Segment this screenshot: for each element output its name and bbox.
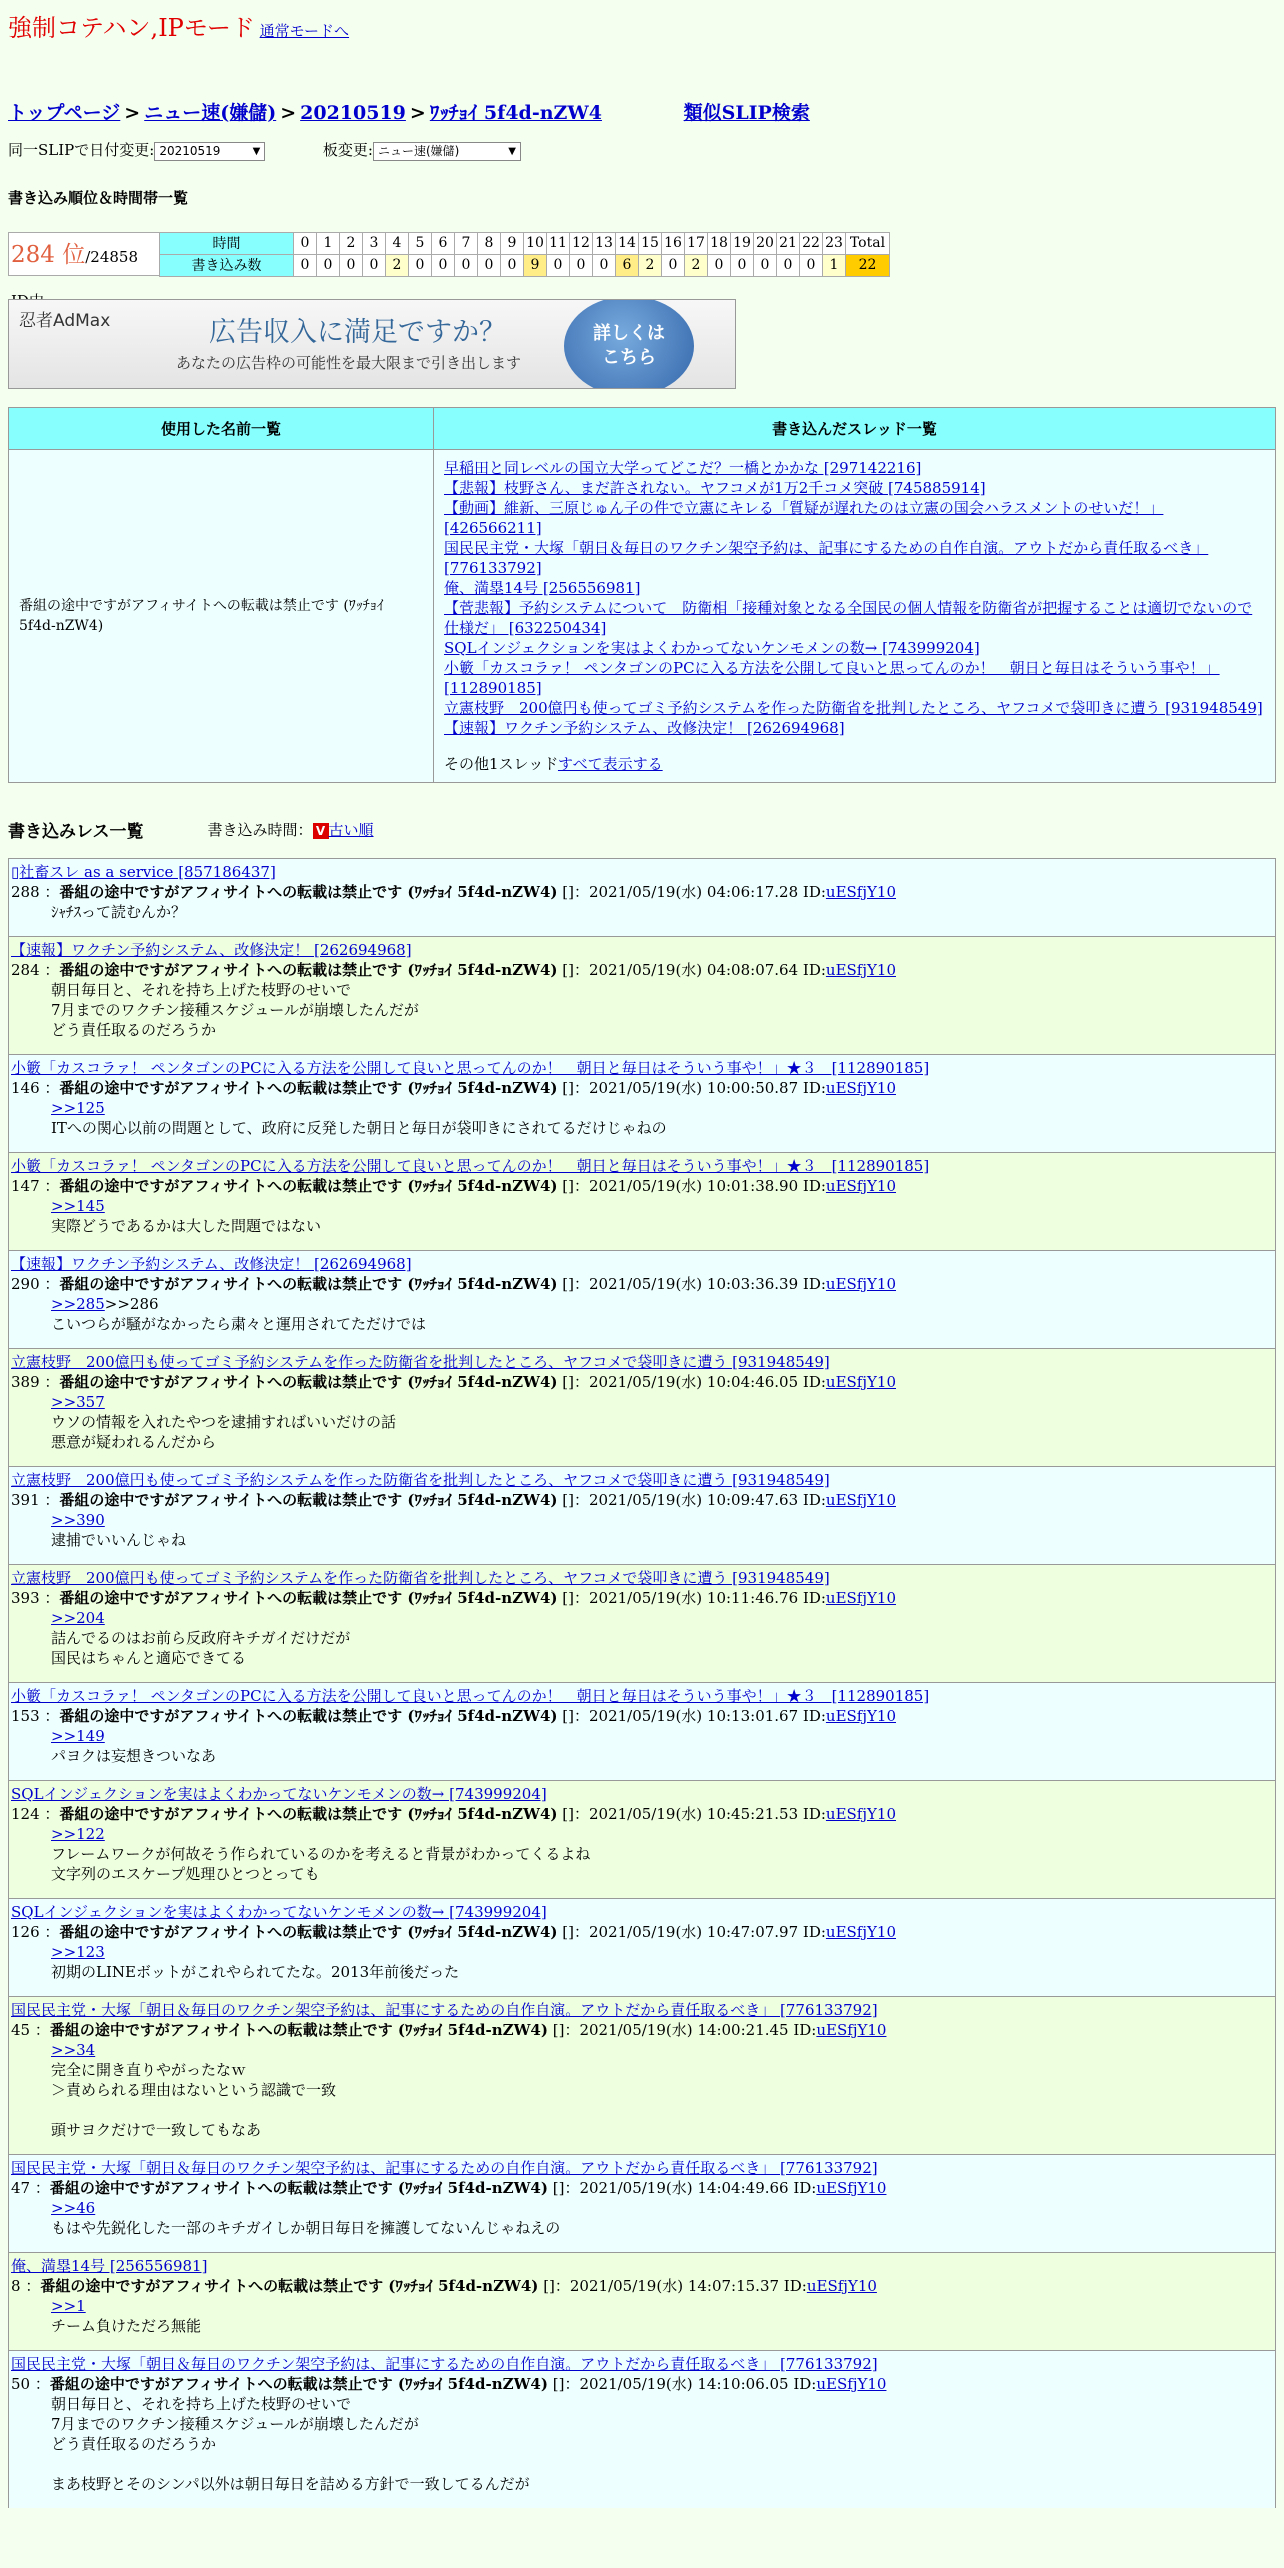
ranking-title: 書き込み順位＆時間帯一覧: [8, 188, 189, 207]
post-id-link[interactable]: uESfjY10: [816, 2374, 887, 2393]
post-anchor-link[interactable]: >>357: [51, 1392, 105, 1411]
post-number: 50: [11, 2374, 31, 2393]
post-author-name: 番組の途中ですがアフィサイトへの転載は禁止です (ﾜｯﾁｮｲ 5f4d-nZW4): [49, 2020, 548, 2039]
post-author-name: 番組の途中ですがアフィサイトへの転載は禁止です (ﾜｯﾁｮｲ 5f4d-nZW4): [59, 1588, 558, 1607]
count-cell: 0: [570, 254, 593, 276]
post-header: 153 ：番組の途中ですがアフィサイトへの転載は禁止です (ﾜｯﾁｮｲ 5f4d-nZW4) []：2021/05/19(水) 10:13:01.67 ID:uESfjY10: [11, 1706, 896, 1725]
post-item: [8, 1152, 1276, 1250]
thread-link[interactable]: 【速報】ワクチン予約システム、改修決定！ [262694968]: [444, 718, 845, 737]
post-anchor-link[interactable]: >>145: [51, 1196, 105, 1215]
thread-link[interactable]: 立憲枝野 200億円も使ってゴミ予約システムを作った防衛省を批判したところ、ヤフコメで袋叩きに遭う [931948549]: [444, 698, 1263, 717]
post-number: 124: [11, 1804, 40, 1823]
post-meta: []：2021/05/19(水) 10:47:07.97 ID:: [562, 1922, 826, 1941]
names-column-header: 使用した名前一覧: [9, 407, 434, 449]
hour-table: [159, 232, 890, 277]
post-thread-link[interactable]: SQLインジェクションを実はよくわかってないケンモメンの数→ [743999204]: [11, 1902, 547, 1921]
thread-link[interactable]: 早稲田と同レベルの国立大学ってどこだ？一橋とかかな [297142216]: [444, 458, 922, 477]
post-number: 47: [11, 2178, 31, 2197]
hour-cell: 3: [363, 232, 386, 254]
time-header: 時間: [160, 232, 294, 254]
post-author-name: 番組の途中ですがアフィサイトへの転載は禁止です (ﾜｯﾁｮｲ 5f4d-nZW4): [59, 1372, 558, 1391]
post-author-name: 番組の途中ですがアフィサイトへの転載は禁止です (ﾜｯﾁｮｲ 5f4d-nZW4): [59, 1922, 558, 1941]
hour-cell: 8: [478, 232, 501, 254]
post-header: 126 ：番組の途中ですがアフィサイトへの転載は禁止です (ﾜｯﾁｮｲ 5f4d-nZW4) []：2021/05/19(水) 10:47:07.97 ID:uESfjY10: [11, 1922, 896, 1941]
post-meta: []：2021/05/19(水) 10:13:01.67 ID:: [562, 1706, 826, 1725]
thread-list-footer: [444, 754, 1265, 774]
post-body: 逮捕でいいんじゃね: [51, 1530, 187, 1549]
board-change-label: 板変更:: [322, 141, 373, 159]
ad-logo: 忍者AdMax: [19, 310, 111, 331]
post-body: パヨクは妄想きついなあ: [51, 1746, 217, 1765]
post-order-control: [208, 819, 374, 840]
post-header: 393 ：番組の途中ですがアフィサイトへの転載は禁止です (ﾜｯﾁｮｲ 5f4d-nZW4) []：2021/05/19(水) 10:11:46.76 ID:uESfjY10: [11, 1588, 896, 1607]
post-id-link[interactable]: uESfjY10: [825, 1078, 896, 1097]
breadcrumb-date[interactable]: 20210519: [300, 102, 406, 124]
post-meta: []：2021/05/19(水) 10:01:38.90 ID:: [562, 1176, 826, 1195]
thread-link[interactable]: SQLインジェクションを実はよくわかってないケンモメンの数→ [743999204]: [444, 638, 980, 657]
hour-cell: 5: [409, 232, 432, 254]
post-author-name: 番組の途中ですがアフィサイトへの転載は禁止です (ﾜｯﾁｮｲ 5f4d-nZW4): [59, 1804, 558, 1823]
hour-cell: 20: [754, 232, 777, 254]
post-item: [8, 936, 1276, 1054]
thread-link[interactable]: 【動画】維新、三原じゅん子の件で立憲にキレる「質疑が遅れたのは立憲の国会ハラスメントのせいだ！」 [426566211]: [444, 498, 1164, 537]
post-id-link[interactable]: uESfjY10: [825, 882, 896, 901]
chevron-down-icon: ▼: [508, 145, 516, 157]
post-anchor-extra: >>286: [104, 1294, 159, 1313]
post-header: 284 ：番組の途中ですがアフィサイトへの転載は禁止です (ﾜｯﾁｮｲ 5f4d-nZW4) []：2021/05/19(水) 04:08:07.64 ID:uESfjY10: [11, 960, 896, 979]
post-anchor-row: [11, 2296, 1273, 2316]
post-thread-link[interactable]: 【速報】ワクチン予約システム、改修決定！ [262694968]: [11, 1254, 412, 1273]
post-number: 389: [11, 1372, 40, 1391]
hour-cell: 9: [501, 232, 524, 254]
mode-title: 強制コテハン,IPモード: [8, 14, 255, 42]
rank-number: 284 位: [11, 241, 86, 268]
post-anchor-row: [11, 1294, 1273, 1314]
thread-link[interactable]: 国民民主党・大塚「朝日＆毎日のワクチン架空予約は、記事にするための自作自演。アウトだから責任取るべき」 [776133792]: [444, 538, 1209, 577]
post-body: 完全に開き直りやがったなｗ ＞責められる理由はないという認識で一致 頭サヨクだけで一致してもなあ: [51, 2060, 337, 2139]
breadcrumb-sep: >: [280, 102, 297, 124]
post-anchor-row: [11, 2198, 1273, 2218]
count-cell: 0: [340, 254, 363, 276]
breadcrumb-sep: >: [124, 102, 141, 124]
hour-cell: 2: [340, 232, 363, 254]
thread-link[interactable]: 俺、満塁14号 [256556981]: [444, 578, 641, 597]
total-header: Total: [846, 232, 890, 254]
post-item: [8, 1054, 1276, 1152]
count-cell: 2: [386, 254, 409, 276]
post-id-link[interactable]: uESfjY10: [825, 960, 896, 979]
post-anchor-row: [11, 1510, 1273, 1530]
post-anchor-link[interactable]: >>125: [51, 1098, 105, 1117]
post-item: [8, 1250, 1276, 1348]
post-number: 284: [11, 960, 40, 979]
post-body: チーム負けただろ無能: [51, 2316, 202, 2335]
post-thread-link[interactable]: 国民民主党・大塚「朝日＆毎日のワクチン架空予約は、記事にするための自作自演。アウトだから責任取るべき」 [776133792]: [11, 2000, 878, 2019]
rank-box: [8, 232, 160, 276]
post-anchor-row: [11, 1392, 1273, 1412]
post-number: 147: [11, 1176, 40, 1195]
date-select-value: 20210519: [159, 143, 221, 158]
post-anchor-row: [11, 1098, 1273, 1118]
count-cell: 9: [524, 254, 547, 276]
sort-icon: V: [313, 823, 329, 839]
rank-total: /24858: [85, 247, 138, 266]
post-body: 朝日毎日と、それを持ち上げた枝野のせいで 7月までのワクチン接種スケジュールが崩壊したんだが どう責任取るのだろうか: [51, 980, 419, 1039]
used-name: 番組の途中ですがアフィサイトへの転載は禁止です (ﾜｯﾁｮｲ 5f4d-nZW4): [9, 449, 434, 782]
count-cell: 0: [455, 254, 478, 276]
thread-link[interactable]: 小籔「カスコラァ！ ペンタゴンのPCに入る方法を公開して良いと思ってんのか！ 朝日と毎日はそういう事や！」 [112890185]: [444, 658, 1220, 697]
post-anchor-link[interactable]: >>390: [51, 1510, 105, 1529]
post-author-name: 番組の途中ですがアフィサイトへの転載は禁止です (ﾜｯﾁｮｲ 5f4d-nZW4): [49, 2178, 548, 2197]
posts-section-header: [8, 817, 1276, 842]
hour-cell: 10: [524, 232, 547, 254]
ad-banner[interactable]: [8, 299, 736, 389]
post-id-link[interactable]: uESfjY10: [806, 2276, 877, 2295]
post-item: [8, 2252, 1276, 2350]
post-item: [8, 1466, 1276, 1564]
hour-cell: 16: [662, 232, 685, 254]
post-meta: []：2021/05/19(水) 04:08:07.64 ID:: [562, 960, 826, 979]
count-cell: 0: [501, 254, 524, 276]
total-value: 22: [846, 254, 890, 276]
ad-details-button[interactable]: 詳しくは こちら: [564, 299, 694, 389]
post-item: [8, 1898, 1276, 1996]
post-thread-link[interactable]: SQLインジェクションを実はよくわかってないケンモメンの数→ [743999204]: [11, 1784, 547, 1803]
hour-cell: 14: [616, 232, 639, 254]
post-id-link[interactable]: uESfjY10: [816, 2178, 887, 2197]
post-header: 47 ：番組の途中ですがアフィサイトへの転載は禁止です (ﾜｯﾁｮｲ 5f4d-nZW4) []：2021/05/19(水) 14:04:49.66 ID:uESfjY10: [11, 2178, 887, 2197]
post-item: [8, 1682, 1276, 1780]
threads-column-header: 書き込んだスレッド一覧: [434, 407, 1276, 449]
post-anchor-row: [11, 1726, 1273, 1746]
count-cell: 0: [409, 254, 432, 276]
post-time-label: 書き込み時間：: [207, 820, 313, 839]
thread-link[interactable]: 【菅悲報】予約システムについて 防衛相「接種対象となる全国民の個人情報を防衛省が把握することは適切でないので仕様だ」 [632250434]: [444, 598, 1253, 637]
hour-cell: 23: [823, 232, 846, 254]
breadcrumb: [8, 98, 1276, 125]
post-meta: []：2021/05/19(水) 10:04:46.05 ID:: [562, 1372, 826, 1391]
post-author-name: 番組の途中ですがアフィサイトへの転載は禁止です (ﾜｯﾁｮｲ 5f4d-nZW4): [59, 1274, 558, 1293]
post-header: 391 ：番組の途中ですがアフィサイトへの転載は禁止です (ﾜｯﾁｮｲ 5f4d-nZW4) []：2021/05/19(水) 10:09:47.63 ID:uESfjY10: [11, 1490, 896, 1509]
post-number: 8: [11, 2276, 21, 2295]
show-all-threads-link[interactable]: すべて表示する: [557, 754, 663, 773]
post-header: 8 ：番組の途中ですがアフィサイトへの転載は禁止です (ﾜｯﾁｮｲ 5f4d-nZW4) []：2021/05/19(水) 14:07:15.37 ID:uESfjY10: [11, 2276, 877, 2295]
post-item: [8, 2350, 1276, 2508]
post-body: もはや先鋭化した一部のキチガイしか朝日毎日を擁護してないんじゃねえの: [51, 2218, 561, 2237]
post-number: 146: [11, 1078, 40, 1097]
post-header: 146 ：番組の途中ですがアフィサイトへの転載は禁止です (ﾜｯﾁｮｲ 5f4d-nZW4) []：2021/05/19(水) 10:00:50.87 ID:uESfjY10: [11, 1078, 896, 1097]
post-author-name: 番組の途中ですがアフィサイトへの転載は禁止です (ﾜｯﾁｮｲ 5f4d-nZW4): [59, 960, 558, 979]
count-cell: 0: [662, 254, 685, 276]
post-header: 45 ：番組の途中ですがアフィサイトへの転載は禁止です (ﾜｯﾁｮｲ 5f4d-nZW4) []：2021/05/19(水) 14:00:21.45 ID:uESfjY10: [11, 2020, 887, 2039]
post-anchor-link[interactable]: >>123: [51, 1942, 105, 1961]
hour-cell: 0: [294, 232, 317, 254]
post-item: [8, 1564, 1276, 1682]
post-body: 詰んでるのはお前ら反政府キチガイだけだが 国民はちゃんと適応できてる: [51, 1628, 351, 1667]
post-thread-link[interactable]: 国民民主党・大塚「朝日＆毎日のワクチン架空予約は、記事にするための自作自演。アウトだから責任取るべき」 [776133792]: [11, 2354, 878, 2373]
post-meta: []：2021/05/19(水) 10:45:21.53 ID:: [562, 1804, 826, 1823]
post-author-name: 番組の途中ですがアフィサイトへの転載は禁止です (ﾜｯﾁｮｲ 5f4d-nZW4): [59, 1490, 558, 1509]
post-number: 126: [11, 1922, 40, 1941]
hour-cell: 12: [570, 232, 593, 254]
post-anchor-row: [11, 1196, 1273, 1216]
post-header: 290 ：番組の途中ですがアフィサイトへの転載は禁止です (ﾜｯﾁｮｲ 5f4d-nZW4) []：2021/05/19(水) 10:03:36.39 ID:uESfjY10: [11, 1274, 896, 1293]
post-item: [8, 1996, 1276, 2154]
thread-list: [444, 458, 1265, 738]
ranking-row: [8, 232, 1276, 277]
hour-cell: 11: [547, 232, 570, 254]
hour-cell: 22: [800, 232, 823, 254]
hour-cell: 6: [432, 232, 455, 254]
chevron-down-icon: ▼: [252, 145, 261, 157]
post-thread-link[interactable]: 小籔「カスコラァ！ ペンタゴンのPCに入る方法を公開して良いと思ってんのか！ 朝日と毎日はそういう事や！」★３ [112890185]: [11, 1156, 930, 1175]
post-meta: []：2021/05/19(水) 04:06:17.28 ID:: [562, 882, 826, 901]
hour-cell: 1: [317, 232, 340, 254]
post-author-name: 番組の途中ですがアフィサイトへの転載は禁止です (ﾜｯﾁｮｲ 5f4d-nZW4): [49, 2374, 548, 2393]
post-body: ｼｬﾁｽって読むんか？: [51, 902, 187, 921]
post-meta: []：2021/05/19(水) 14:10:06.05 ID:: [552, 2374, 817, 2393]
post-id-link[interactable]: uESfjY10: [825, 1804, 896, 1823]
post-body: ウソの情報を入れたやつを逮捕すればいいだけの話 悪意が疑われるんだから: [51, 1412, 397, 1451]
post-meta: []：2021/05/19(水) 14:00:21.45 ID:: [552, 2020, 817, 2039]
hour-cell: 13: [593, 232, 616, 254]
post-item: [8, 858, 1276, 936]
hour-cell: 19: [731, 232, 754, 254]
names-threads-table: [8, 407, 1276, 783]
post-header: 288 ：番組の途中ですがアフィサイトへの転載は禁止です (ﾜｯﾁｮｲ 5f4d-nZW4) []：2021/05/19(水) 04:06:17.28 ID:uESfjY10: [11, 882, 896, 901]
normal-mode-link[interactable]: 通常モードへ: [259, 22, 350, 40]
post-item: [8, 1348, 1276, 1466]
post-thread-link[interactable]: 小籔「カスコラァ！ ペンタゴンのPCに入る方法を公開して良いと思ってんのか！ 朝日と毎日はそういう事や！」★３ [112890185]: [11, 1686, 930, 1705]
post-item: [8, 2154, 1276, 2252]
thread-list-cell: [434, 449, 1276, 782]
breadcrumb-top[interactable]: トップページ: [8, 102, 121, 124]
post-body: 朝日毎日と、それを持ち上げた枝野のせいで 7月までのワクチン接種スケジュールが崩壊したんだが どう責任取るのだろうか まあ枝野とそのシンパ以外は朝日毎日を詰める方針で一致してるんだが: [51, 2394, 530, 2493]
post-meta: []：2021/05/19(水) 10:00:50.87 ID:: [562, 1078, 826, 1097]
post-thread-link[interactable]: 立憲枝野 200億円も使ってゴミ予約システムを作った防衛省を批判したところ、ヤフコメで袋叩きに遭う [931948549]: [11, 1470, 830, 1489]
post-body: こいつらが騒がなかったら粛々と運用されてただけでは: [51, 1314, 427, 1333]
post-number: 393: [11, 1588, 40, 1607]
breadcrumb-id[interactable]: ﾜｯﾁｮｲ 5f4d-nZW4: [429, 102, 602, 124]
post-header: 147 ：番組の途中ですがアフィサイトへの転載は禁止です (ﾜｯﾁｮｲ 5f4d-nZW4) []：2021/05/19(水) 10:01:38.90 ID:uESfjY10: [11, 1176, 896, 1195]
post-body: フレームワークが何故そう作られているのかを考えると背景がわかってくるよね 文字列のエスケープ処理ひとつとっても: [51, 1844, 591, 1883]
post-number: 45: [11, 2020, 31, 2039]
count-cell: 2: [639, 254, 662, 276]
post-thread-link[interactable]: 小籔「カスコラァ！ ペンタゴンのPCに入る方法を公開して良いと思ってんのか！ 朝日と毎日はそういう事や！」★３ [112890185]: [11, 1058, 930, 1077]
post-item: [8, 1780, 1276, 1898]
post-header: 389 ：番組の途中ですがアフィサイトへの転載は禁止です (ﾜｯﾁｮｲ 5f4d-nZW4) []：2021/05/19(水) 10:04:46.05 ID:uESfjY10: [11, 1372, 896, 1391]
post-anchor-row: [11, 2040, 1273, 2060]
thread-link[interactable]: 【悲報】枝野さん、まだ許されない。ヤフコメが1万2千コメ突破 [745885914]: [444, 478, 986, 497]
similar-slip-search-link[interactable]: 類似SLIP検索: [683, 102, 810, 124]
count-cell: 0: [317, 254, 340, 276]
post-body: 実際どうであるかは大した問題ではない: [51, 1216, 322, 1235]
board-select[interactable]: [373, 142, 521, 161]
post-thread-link[interactable]: 俺、満塁14号 [256556981]: [11, 2256, 208, 2275]
post-anchor-row: [11, 1608, 1273, 1628]
post-anchor-row: [11, 1824, 1273, 1844]
post-anchor-row: [11, 1942, 1273, 1962]
post-thread-link[interactable]: 国民民主党・大塚「朝日＆毎日のワクチン架空予約は、記事にするための自作自演。アウトだから責任取るべき」 [776133792]: [11, 2158, 878, 2177]
post-anchor-link[interactable]: >>122: [51, 1824, 105, 1843]
hour-cell: 17: [685, 232, 708, 254]
post-id-link[interactable]: uESfjY10: [825, 1588, 896, 1607]
count-cell: 0: [478, 254, 501, 276]
count-cell: 0: [294, 254, 317, 276]
post-meta: []：2021/05/19(水) 10:03:36.39 ID:: [562, 1274, 826, 1293]
count-cell: 0: [593, 254, 616, 276]
post-number: 288: [11, 882, 40, 901]
mode-header: [8, 8, 1276, 43]
count-cell: 2: [685, 254, 708, 276]
post-number: 391: [11, 1490, 40, 1509]
post-anchor-link[interactable]: >>34: [51, 2040, 96, 2059]
hour-cell: 21: [777, 232, 800, 254]
post-number: 290: [11, 1274, 40, 1293]
hour-cell: 15: [639, 232, 662, 254]
post-id-link[interactable]: uESfjY10: [825, 1274, 896, 1293]
post-id-link[interactable]: uESfjY10: [825, 1922, 896, 1941]
count-cell: 1: [823, 254, 846, 276]
post-anchor-link[interactable]: >>46: [51, 2198, 96, 2217]
post-id-link[interactable]: uESfjY10: [825, 1490, 896, 1509]
other-threads-text: その他1スレッド: [444, 754, 558, 773]
post-id-link[interactable]: uESfjY10: [825, 1372, 896, 1391]
post-number: 153: [11, 1706, 40, 1725]
hour-cell: 4: [386, 232, 409, 254]
count-cell: 0: [731, 254, 754, 276]
post-author-name: 番組の途中ですがアフィサイトへの転載は禁止です (ﾜｯﾁｮｲ 5f4d-nZW4): [40, 2276, 539, 2295]
post-meta: []：2021/05/19(水) 10:09:47.63 ID:: [562, 1490, 826, 1509]
post-thread-link[interactable]: 【速報】ワクチン予約システム、改修決定！ [262694968]: [11, 940, 412, 959]
oldest-first-link[interactable]: 古い順: [328, 820, 374, 839]
count-cell: 0: [754, 254, 777, 276]
count-cell: 6: [616, 254, 639, 276]
hour-cell: 18: [708, 232, 731, 254]
count-cell: 0: [708, 254, 731, 276]
count-cell: 0: [547, 254, 570, 276]
post-list: [8, 858, 1276, 2508]
post-header: 124 ：番組の途中ですがアフィサイトへの転載は禁止です (ﾜｯﾁｮｲ 5f4d-nZW4) []：2021/05/19(水) 10:45:21.53 ID:uESfjY10: [11, 1804, 896, 1823]
post-author-name: 番組の途中ですがアフィサイトへの転載は禁止です (ﾜｯﾁｮｲ 5f4d-nZW4): [59, 882, 558, 901]
post-meta: []：2021/05/19(水) 14:07:15.37 ID:: [543, 2276, 807, 2295]
ad-subtext: あなたの広告枠の可能性を最大限まで引き出します: [176, 353, 522, 372]
post-header: 50 ：番組の途中ですがアフィサイトへの転載は禁止です (ﾜｯﾁｮｲ 5f4d-nZW4) []：2021/05/19(水) 14:10:06.05 ID:uESfjY10: [11, 2374, 887, 2393]
post-thread-link[interactable]: 立憲枝野 200億円も使ってゴミ予約システムを作った防衛省を批判したところ、ヤフコメで袋叩きに遭う [931948549]: [11, 1352, 830, 1371]
count-cell: 0: [800, 254, 823, 276]
breadcrumb-sep: >: [409, 102, 426, 124]
post-thread-link[interactable]: 立憲枝野 200億円も使ってゴミ予約システムを作った防衛省を批判したところ、ヤフコメで袋叩きに遭う [931948549]: [11, 1568, 830, 1587]
post-id-link[interactable]: uESfjY10: [825, 1176, 896, 1195]
post-author-name: 番組の途中ですがアフィサイトへの転載は禁止です (ﾜｯﾁｮｲ 5f4d-nZW4): [59, 1706, 558, 1725]
post-id-link[interactable]: uESfjY10: [816, 2020, 887, 2039]
count-header: 書き込み数: [160, 254, 294, 276]
posts-section-title: 書き込みレス一覧: [8, 821, 144, 842]
date-select[interactable]: [154, 142, 265, 161]
post-author-name: 番組の途中ですがアフィサイトへの転載は禁止です (ﾜｯﾁｮｲ 5f4d-nZW4): [59, 1078, 558, 1097]
post-meta: []：2021/05/19(水) 14:04:49.66 ID:: [552, 2178, 817, 2197]
post-anchor-link[interactable]: >>149: [51, 1726, 105, 1745]
post-body: ITへの関心以前の問題として、政府に反発した朝日と毎日が袋叩きにされてるだけじゃねの: [51, 1118, 667, 1137]
ad-headline: 広告収入に満足ですか？: [209, 316, 506, 348]
selector-row: [8, 139, 1276, 161]
count-cell: 0: [363, 254, 386, 276]
hour-cell: 7: [455, 232, 478, 254]
post-thread-link[interactable]: ▯社畜スレ as a service [857186437]: [11, 862, 276, 881]
date-change-label: 同一SLIPで日付変更:: [8, 141, 155, 159]
post-anchor-link[interactable]: >>1: [51, 2296, 86, 2315]
post-anchor-link[interactable]: >>285: [51, 1294, 105, 1313]
post-anchor-link[interactable]: >>204: [51, 1608, 105, 1627]
post-body: 初期のLINEボットがこれやられてたな。2013年前後だった: [51, 1962, 460, 1981]
breadcrumb-board[interactable]: ニュー速(嫌儲): [144, 102, 277, 124]
post-author-name: 番組の途中ですがアフィサイトへの転載は禁止です (ﾜｯﾁｮｲ 5f4d-nZW4): [59, 1176, 558, 1195]
board-select-value: ニュー速(嫌儲): [377, 143, 460, 158]
count-cell: 0: [777, 254, 800, 276]
post-meta: []：2021/05/19(水) 10:11:46.76 ID:: [562, 1588, 826, 1607]
post-id-link[interactable]: uESfjY10: [825, 1706, 896, 1725]
count-cell: 0: [432, 254, 455, 276]
